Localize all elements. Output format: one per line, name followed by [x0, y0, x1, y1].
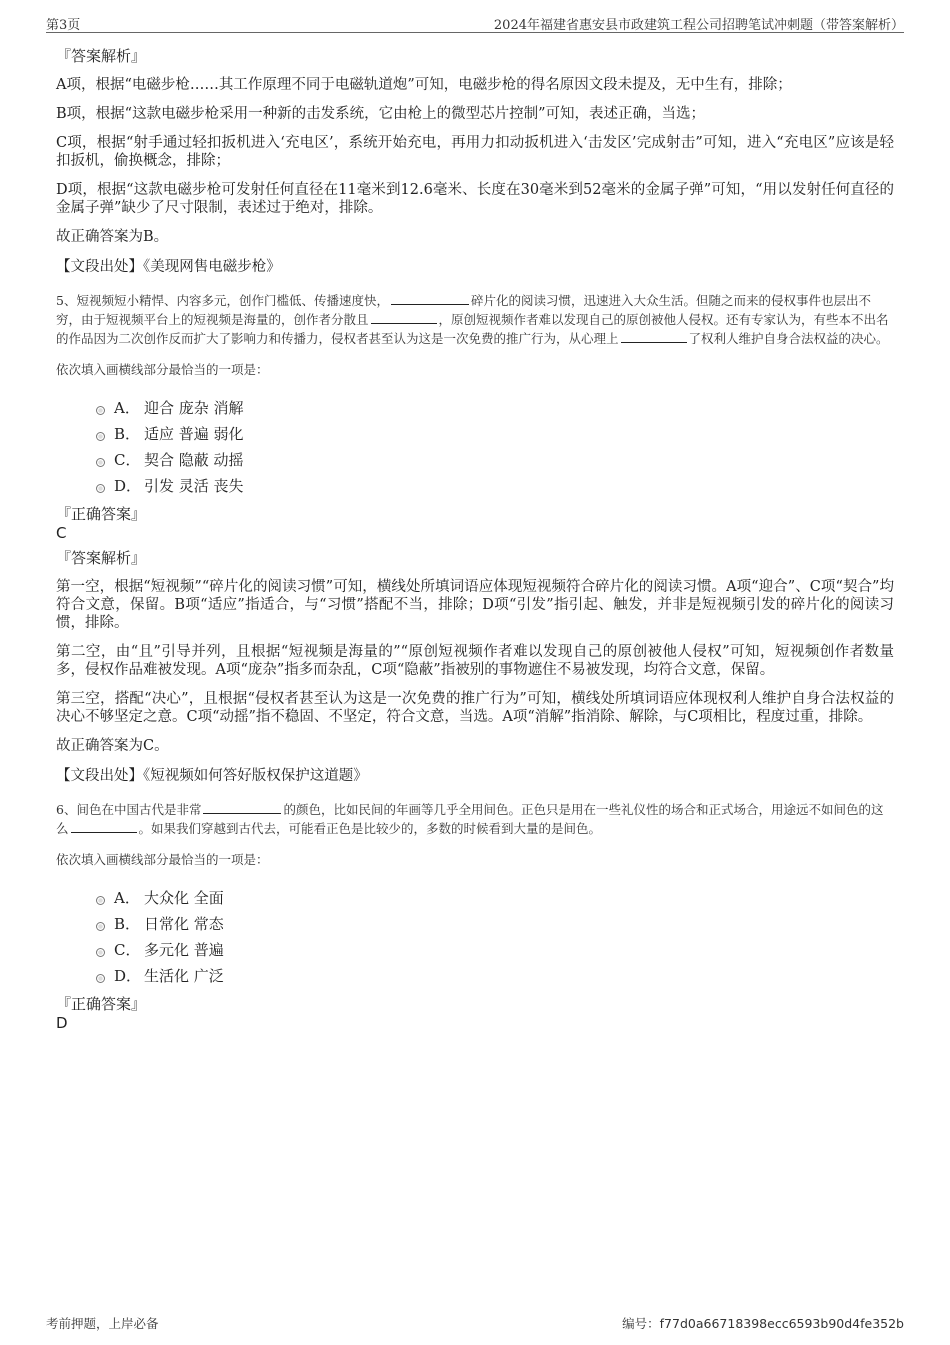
question-6-text: 6、间色在中国古代是非常 的颜色，比如民间的年画等几乎全用间色。正色只是用在一些礼仪性的场合和正式场合，用途远不如间色的这么 。如果我们穿越到古代去，可能看正色是比较少的，多数的时候看到大量的是间色。 [56, 802, 884, 836]
radio-icon[interactable] [96, 432, 105, 441]
radio-icon[interactable] [96, 948, 105, 957]
analysis-para: B项，根据“这款电磁步枪采用一种新的击发系统，它由枪上的微型芯片控制”可知，表述正确，当选； [56, 106, 705, 122]
analysis-para: 第二空，由“且”引导并列，且根据“短视频是海量的”“原创短视频作者难以发现自己的原创被他人侵权”可知，短视频创作者数量多，侵权作品难被发现。A项“庞杂”指多而杂乱，C项“隐蔽”指被别的事物遮住不易被发现，均符合文意，保留。 [56, 644, 894, 678]
document-title: 2024年福建省惠安县市政建筑工程公司招聘笔试冲刺题（带答案解析） [493, 18, 904, 33]
page-content [56, 46, 894, 1038]
page-header [46, 10, 904, 33]
answer-value: C [56, 524, 67, 542]
question-5-text: 5、短视频短小精悍、内容多元，创作门槛低、传播速度快， 碎片化的阅读习惯，迅速进入大众生活。但随之而来的侵权事件也层出不穷，由于短视频平台上的短视频是海量的，创作者分散且 ，原创短视频作者难以发现自己的原创被他人侵权。还有专家认为，有些本不出名的作品因为二次创作反而扩大了影响力和传播力，侵权者甚至认为这是一次免费的推广行为，从心理上 了权利人维护自身合法权益的决心。 [56, 293, 889, 346]
option-a[interactable]: A． 大众化 全面 [96, 884, 894, 910]
option-b[interactable]: B． 日常化 常态 [96, 910, 894, 936]
fill-blank [391, 292, 469, 305]
question-instruction: 依次填入画横线部分最恰当的一项是： [56, 362, 269, 377]
answer-value: D [56, 1014, 68, 1032]
answer-label: 『正确答案』 [56, 995, 147, 1013]
analysis-para: 第三空，搭配“决心”，且根据“侵权者甚至认为这是一次免费的推广行为”可知，横线处所填词语应体现权利人维护自身合法权益的决心不够坚定之意。C项“动摇”指不稳固、不坚定，符合文意，当选。A项“消解”指消除、解除，与C项相比，程度过重，排除。 [56, 691, 894, 725]
radio-icon[interactable] [96, 458, 105, 467]
question-5-options [96, 394, 894, 498]
page-number: 第3页 [46, 18, 81, 33]
radio-icon[interactable] [96, 896, 105, 905]
source-citation: 【文段出处】《短视频如何答好版权保护这道题》 [56, 768, 368, 784]
option-b[interactable]: B． 适应 普遍 弱化 [96, 420, 894, 446]
fill-blank [203, 801, 281, 814]
question-instruction: 依次填入画横线部分最恰当的一项是： [56, 852, 269, 867]
document-code: 编号：f77d0a66718398ecc6593b90d4fe352b [622, 1316, 904, 1331]
analysis-label: 『答案解析』 [56, 47, 147, 65]
answer-label: 『正确答案』 [56, 505, 147, 523]
option-d[interactable]: D． 引发 灵活 丧失 [96, 472, 894, 498]
radio-icon[interactable] [96, 974, 105, 983]
analysis-conclusion: 故正确答案为B。 [56, 229, 169, 245]
option-c[interactable]: C． 多元化 普遍 [96, 936, 894, 962]
radio-icon[interactable] [96, 922, 105, 931]
analysis-conclusion: 故正确答案为C。 [56, 738, 169, 754]
option-c[interactable]: C． 契合 隐蔽 动摇 [96, 446, 894, 472]
analysis-para: C项，根据“射手通过轻扣扳机进入‘充电区’，系统开始充电，再用力扣动扳机进入‘击发区’完成射击”可知，进入“充电区”应该是轻扣扳机，偷换概念，排除； [56, 135, 894, 169]
fill-blank [621, 330, 687, 343]
source-citation: 【文段出处】《美现网售电磁步枪》 [56, 259, 281, 275]
option-d[interactable]: D． 生活化 广泛 [96, 962, 894, 988]
analysis-para: 第一空，根据“短视频”“碎片化的阅读习惯”可知，横线处所填词语应体现短视频符合碎片化的阅读习惯。A项“迎合”、C项“契合”均符合文意，保留。B项“适应”指适合，与“习惯”搭配不当，排除；D项“引发”指引起、触发，并非是短视频引发的碎片化的阅读习惯，排除。 [56, 579, 894, 631]
option-a[interactable]: A． 迎合 庞杂 消解 [96, 394, 894, 420]
radio-icon[interactable] [96, 406, 105, 415]
footer-slogan: 考前押题，上岸必备 [46, 1316, 159, 1331]
fill-blank [71, 820, 137, 833]
radio-icon[interactable] [96, 484, 105, 493]
fill-blank [371, 311, 437, 324]
analysis-para: D项，根据“这款电磁步枪可发射任何直径在11毫米到12.6毫米、长度在30毫米到52毫米的金属子弹”可知，“用以发射任何直径的金属子弹”缺少了尺寸限制，表述过于绝对，排除。 [56, 182, 894, 216]
question-6-options [96, 884, 894, 988]
analysis-label: 『答案解析』 [56, 549, 147, 567]
analysis-para: A项，根据“电磁步枪……其工作原理不同于电磁轨道炮”可知，电磁步枪的得名原因文段未提及，无中生有，排除； [56, 77, 792, 93]
